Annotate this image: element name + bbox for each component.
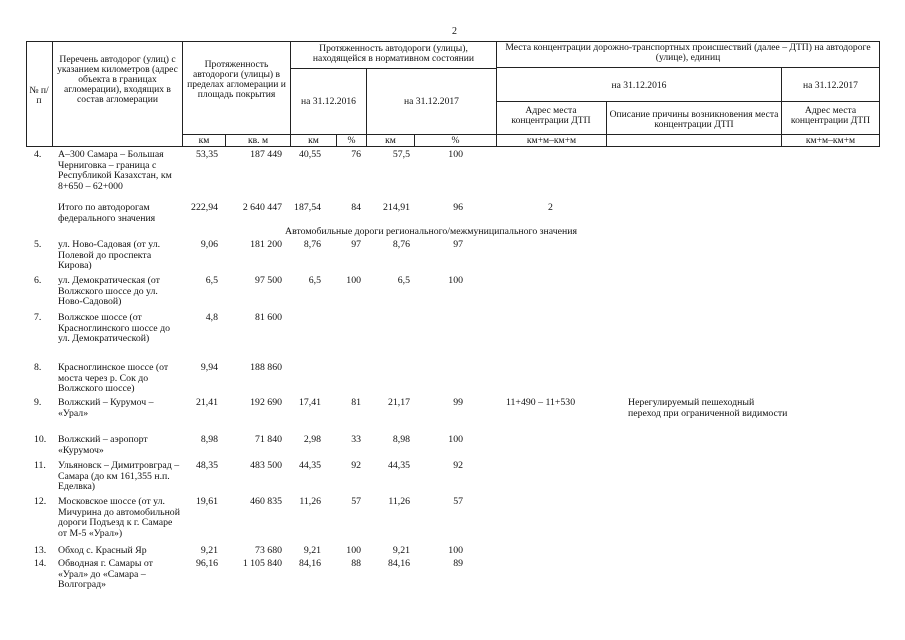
row-name: Московское шоссе (от ул. Мичурина до автомобильной дороги Подъезд к г. Самаре от М-5 «Урал») <box>58 496 180 539</box>
header-line-units-top <box>182 134 496 135</box>
header-col-num: № п/п <box>29 85 49 107</box>
row-area: 483 500 <box>250 460 282 471</box>
row-km-2016: 8,76 <box>303 239 321 250</box>
row-area: 81 600 <box>255 312 282 323</box>
row-dtp-addr: 2 <box>548 202 553 213</box>
row-name: ул. Ново-Садовая (от ул. Полевой до проспекта Кирова) <box>58 239 161 272</box>
row-km: 19,61 <box>195 496 218 507</box>
header-line-norm <box>290 68 496 69</box>
row-km-2016: 9,21 <box>303 545 321 556</box>
row-km-2017: 57,5 <box>392 149 410 160</box>
row-num: 12. <box>34 496 47 507</box>
row-pct-2017: 89 <box>453 558 463 569</box>
unit-km-2017: км <box>385 135 396 146</box>
row-pct-2017: 100 <box>448 434 463 445</box>
row-pct-2017: 100 <box>448 149 463 160</box>
row-km: 8,98 <box>200 434 218 445</box>
row-area: 188 860 <box>250 362 282 373</box>
row-name: Обход с. Красный Яр <box>58 545 147 556</box>
row-km: 9,06 <box>200 239 218 250</box>
row-num: 11. <box>34 460 46 471</box>
row-pct-2016: 33 <box>351 434 361 445</box>
unit-kmm-2017: км+м–км+м <box>805 135 856 146</box>
row-km: 9,94 <box>200 362 218 373</box>
header-dtp-addr: Адрес места концентрации ДТП <box>511 105 591 127</box>
row-km-2017: 214,91 <box>383 202 410 213</box>
row-km: 6,5 <box>205 275 218 286</box>
row-km: 53,35 <box>195 149 218 160</box>
row-name: Итого по автодорогам федерального значения <box>58 202 156 224</box>
row-name: ул. Демократическая (от Волжского шоссе до ул. Ново-Садовой) <box>58 275 160 308</box>
header-col-name: Перечень автодорог (улиц) с указанием километров (адрес объекта в границах агломерации), входящих в состав агломерации <box>57 54 178 106</box>
row-km-2017: 84,16 <box>387 558 410 569</box>
row-num: 8. <box>34 362 42 373</box>
row-name: Ульяновск – Димитровград – Самара (до км 161,355 н.п. Еделвка) <box>58 460 180 493</box>
header-dtp-desc: Описание причины возникновения места концентрации ДТП <box>609 109 779 131</box>
row-pct-2017: 100 <box>448 545 463 556</box>
row-num: 5. <box>34 239 42 250</box>
row-name: Волжское шоссе (от Красноглинского шоссе до ул. Демократической) <box>58 312 170 345</box>
row-km-2016: 6,5 <box>308 275 321 286</box>
header-line-3 <box>496 101 879 102</box>
header-dtp-date-2017: на 31.12.2017 <box>803 80 858 91</box>
row-pct-2017: 99 <box>453 397 463 408</box>
header-dtp-addr-2017: Адрес места концентрации ДТП <box>790 105 871 127</box>
row-km-2017: 9,21 <box>392 545 410 556</box>
row-num: 4. <box>34 149 42 160</box>
row-name: Красноглинское шоссе (от моста через р. Сок до Волжского шоссе) <box>58 362 169 395</box>
row-pct-2017: 97 <box>453 239 463 250</box>
row-pct-2016: 76 <box>351 149 361 160</box>
v-right <box>879 41 880 147</box>
unit-pct-2016: % <box>347 135 356 146</box>
header-date-2016: на 31.12.2016 <box>301 96 356 107</box>
row-num: 7. <box>34 312 42 323</box>
row-name: Волжский – Курумоч – «Урал» <box>58 397 154 419</box>
v-len <box>290 41 291 147</box>
row-km-2017: 11,26 <box>388 496 410 507</box>
row-km-2017: 44,35 <box>387 460 410 471</box>
row-name: А–300 Самара – Большая Черниговка – граница с Республикой Казахстан, км 8+650 – 62+000 <box>58 149 172 192</box>
row-pct-2016: 84 <box>351 202 361 213</box>
v-name <box>182 41 183 147</box>
row-km: 222,94 <box>191 202 218 213</box>
row-pct-2017: 100 <box>448 275 463 286</box>
row-km-2016: 187,54 <box>294 202 321 213</box>
row-name: Волжский – аэропорт «Курумоч» <box>58 434 148 456</box>
row-area: 2 640 447 <box>242 202 282 213</box>
row-km: 48,35 <box>195 460 218 471</box>
row-dtp-desc: Нерегулируемый пешеходный переход при ограниченной видимости <box>628 397 788 419</box>
header-col-length: Протяженность автодороги (улицы) в пределах агломерации и площадь покрытия <box>187 59 286 101</box>
row-num: 14. <box>34 558 47 569</box>
row-area: 181 200 <box>250 239 282 250</box>
header-dtp-date-2016: на 31.12.2016 <box>611 80 667 91</box>
row-num: 6. <box>34 275 42 286</box>
row-km-2017: 21,17 <box>387 397 410 408</box>
unit-km-2016: км <box>308 135 319 146</box>
unit-pct-2017: % <box>451 135 460 146</box>
row-num: 13. <box>34 545 47 556</box>
row-area: 71 840 <box>255 434 282 445</box>
header-date-2017: на 31.12.2017 <box>404 96 459 107</box>
row-km: 96,16 <box>195 558 218 569</box>
v-dtp16 <box>781 67 782 147</box>
row-pct-2017: 57 <box>453 496 463 507</box>
v-norm <box>496 41 497 147</box>
row-num: 9. <box>34 397 42 408</box>
row-km-2017: 8,76 <box>392 239 410 250</box>
header-col-normative: Протяженность автодороги (улицы), находящейся в нормативном состоянии <box>312 43 475 65</box>
row-km-2016: 11,26 <box>299 496 321 507</box>
row-pct-2016: 100 <box>346 545 361 556</box>
row-num: 10. <box>34 434 47 445</box>
row-km-2016: 84,16 <box>298 558 321 569</box>
row-km: 21,41 <box>195 397 218 408</box>
page-number: 2 <box>452 26 457 37</box>
row-pct-2016: 92 <box>351 460 361 471</box>
row-name: Обводная г. Самары от «Урал» до «Самара – Волгоград» <box>58 558 153 591</box>
row-pct-2016: 97 <box>351 239 361 250</box>
row-km-2016: 44,35 <box>298 460 321 471</box>
row-pct-2016: 57 <box>351 496 361 507</box>
row-km-2017: 8,98 <box>392 434 410 445</box>
row-km: 4,8 <box>205 312 218 323</box>
v-num <box>52 41 53 147</box>
row-area: 192 690 <box>250 397 282 408</box>
header-bottom-line <box>26 146 879 147</box>
section-title: Автомобильные дороги регионального/межмуниципального значения <box>285 226 578 237</box>
row-pct-2016: 81 <box>351 397 361 408</box>
row-dtp-addr: 11+490 – 11+530 <box>506 397 576 408</box>
header-line-2 <box>496 67 879 68</box>
v-adr <box>606 101 607 147</box>
row-area: 460 835 <box>250 496 282 507</box>
row-pct-2017: 96 <box>453 202 463 213</box>
row-km-2017: 6,5 <box>397 275 410 286</box>
row-pct-2016: 100 <box>346 275 361 286</box>
row-km-2016: 2,98 <box>303 434 321 445</box>
row-area: 73 680 <box>255 545 282 556</box>
row-area: 97 500 <box>255 275 282 286</box>
row-pct-2016: 88 <box>351 558 361 569</box>
row-area: 1 105 840 <box>242 558 282 569</box>
row-km-2016: 17,41 <box>298 397 321 408</box>
row-pct-2017: 92 <box>453 460 463 471</box>
row-km: 9,21 <box>200 545 218 556</box>
row-km-2016: 40,55 <box>298 149 321 160</box>
unit-sqm: кв. м <box>247 135 269 146</box>
unit-kmm: км+м–км+м <box>526 135 577 146</box>
header-col-dtp: Места концентрации дорожно-транспортных происшествий (далее – ДТП) на автодороге (улице), единиц <box>505 42 871 64</box>
row-area: 187 449 <box>250 149 282 160</box>
unit-km: км <box>198 135 210 146</box>
